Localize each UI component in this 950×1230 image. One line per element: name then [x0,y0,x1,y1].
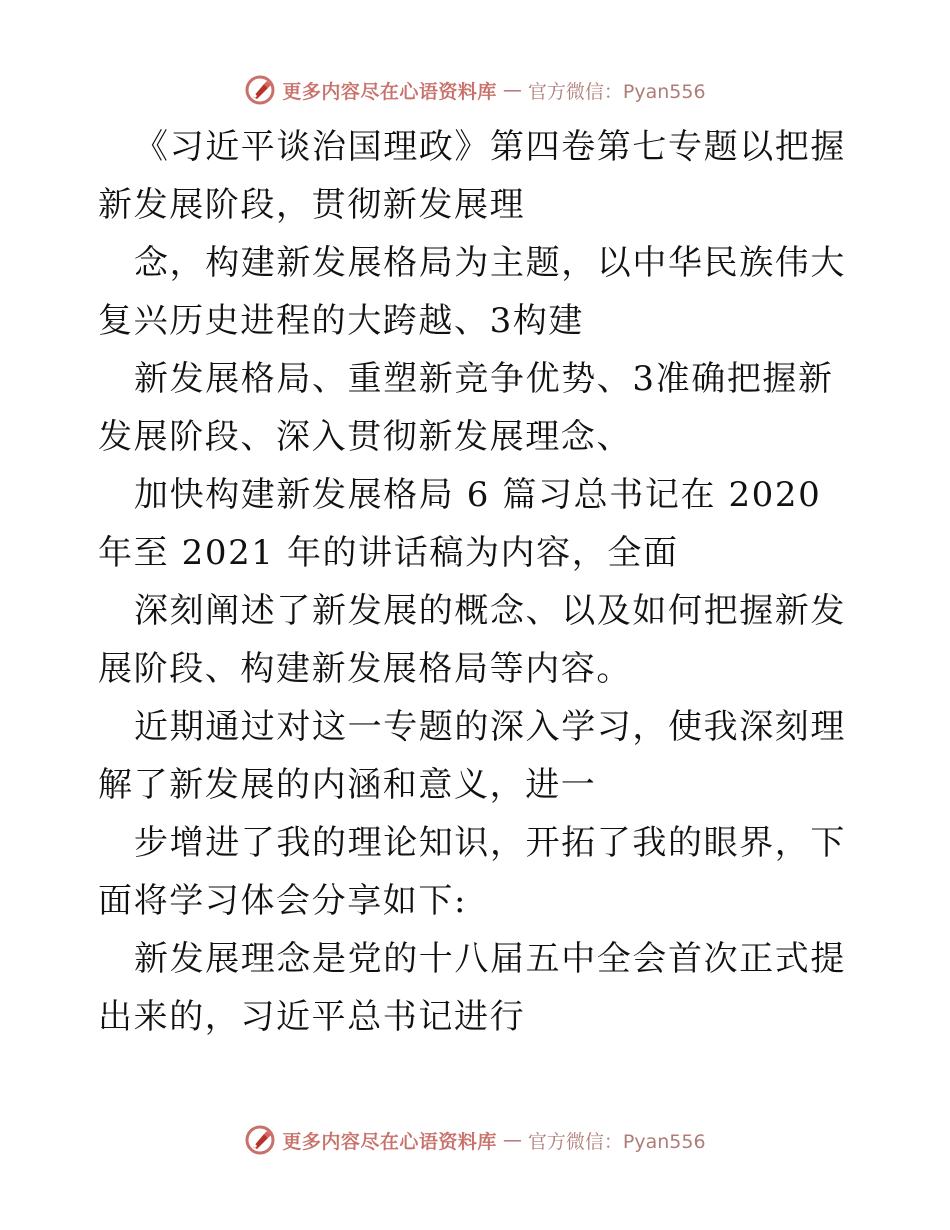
watermark-wechat-text: 官方微信：Pyan556 [527,1130,706,1153]
watermark-main-text: 更多内容尽在心语资料库 [282,1130,497,1153]
header-watermark [0,70,950,110]
paragraph-6: 近期通过对这一专题的深入学习，使我深刻理解了新发展的内涵和意义，进一 [98,707,846,805]
watermark-wechat-text: 官方微信：Pyan556 [527,80,706,103]
paragraph-7: 步增进了我的理论知识，开拓了我的眼界，下面将学习体会分享如下: [98,823,846,921]
paragraph-1: 《习近平谈治国理政》第四卷第七专题以把握新发展阶段，贯彻新发展理 [98,127,846,225]
watermark-main-text: 更多内容尽在心语资料库 [282,80,497,103]
paragraph-2: 念，构建新发展格局为主题，以中华民族伟大复兴历史进程的大跨越、3构建 [98,243,846,341]
paragraph-5: 深刻阐述了新发展的概念、以及如何把握新发展阶段、构建新发展格局等内容。 [98,591,846,689]
watermark-dash: — [502,1129,522,1151]
pen-nib-logo-icon [244,74,276,106]
footer-watermark [0,1120,950,1160]
paragraph-3: 新发展格局、重塑新竞争优势、3准确把握新发展阶段、深入贯彻新发展理念、 [98,359,834,457]
watermark-dash: — [502,79,522,101]
paragraph-8: 新发展理念是党的十八届五中全会首次正式提出来的，习近平总书记进行 [98,939,846,1037]
document-body [98,118,858,1046]
paragraph-4: 加快构建新发展格局 6 篇习总书记在 2020 年至 2021 年的讲话稿为内容，全面 [98,475,822,573]
pen-nib-logo-icon [244,1124,276,1156]
